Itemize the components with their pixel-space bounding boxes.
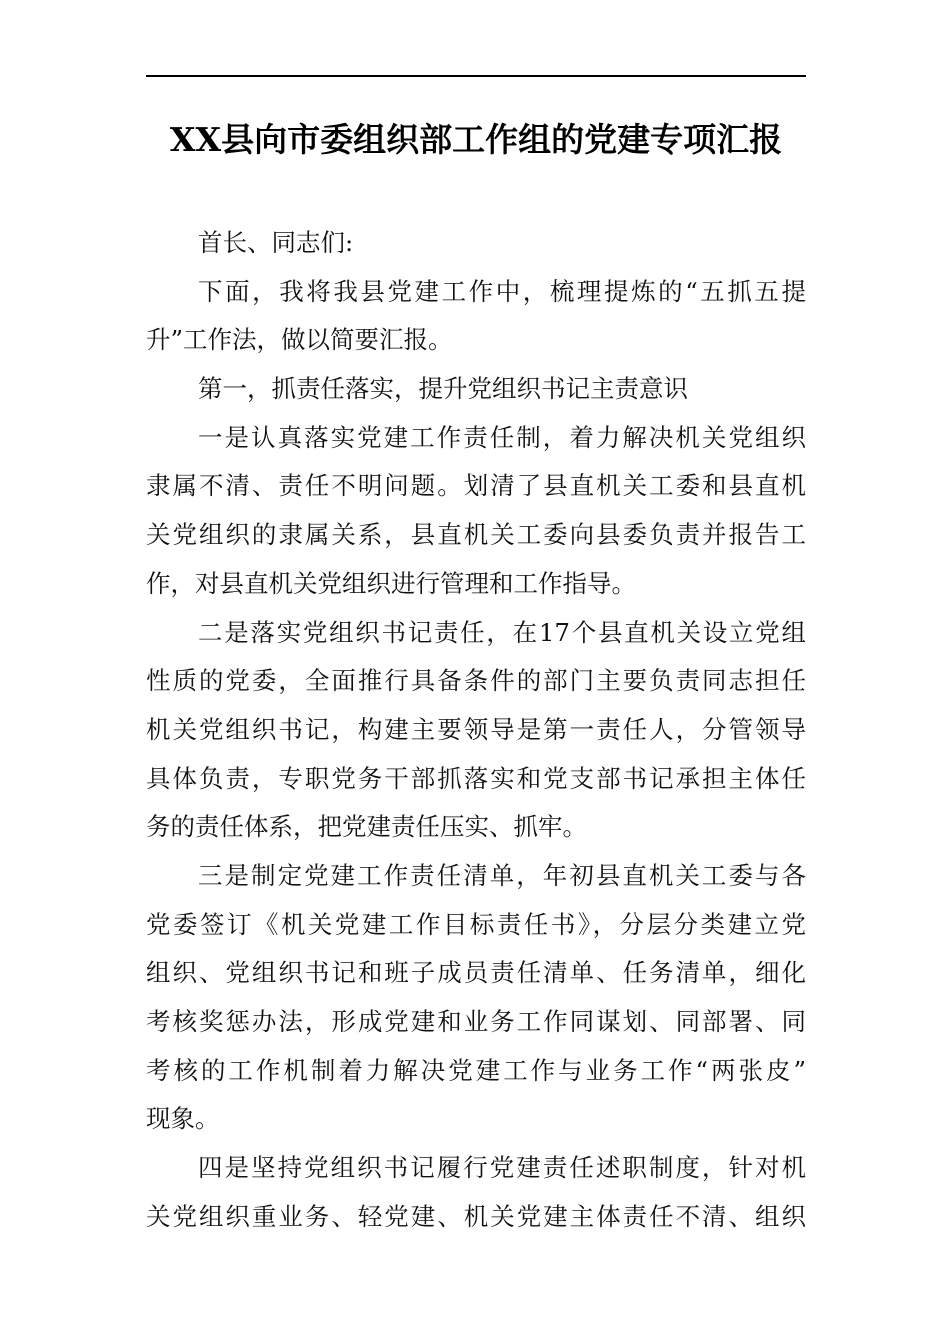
- body-line: 考核的工作机制着力解决党建工作与业务工作“两张皮”: [146, 1055, 806, 1085]
- document-body: [146, 219, 806, 1241]
- body-line: 具体负责，专职党务干部抓落实和党支部书记承担主体任: [146, 763, 806, 793]
- document-title: XX县向市委组织部工作组的党建专项汇报: [169, 120, 783, 159]
- body-line: 二是落实党组织书记责任，在17个县直机关设立党组: [198, 617, 806, 647]
- body-line: 下面，我将我县党建工作中，梳理提炼的“五抓五提: [198, 276, 806, 306]
- body-line: 作，对县直机关党组织进行管理和工作指导。: [146, 568, 636, 598]
- body-line: 务的责任体系，把党建责任压实、抓牢。: [146, 812, 587, 842]
- body-line: 性质的党委，全面推行具备条件的部门主要负责同志担任: [146, 666, 806, 696]
- body-line: 四是坚持党组织书记履行党建责任述职制度，针对机: [198, 1153, 806, 1183]
- body-line: 升”工作法，做以简要汇报。: [146, 325, 453, 355]
- body-line: 机关党组织书记，构建主要领导是第一责任人，分管领导: [146, 714, 806, 744]
- body-line: 组织、党组织书记和班子成员责任清单、任务清单，细化: [146, 958, 806, 988]
- body-line: 现象。: [146, 1104, 220, 1134]
- header-rule: [146, 75, 806, 77]
- body-line: 关党组织的隶属关系，县直机关工委向县委负责并报告工: [146, 520, 806, 550]
- body-line: 隶属不清、责任不明问题。划清了县直机关工委和县直机: [146, 471, 806, 501]
- body-line: 首长、同志们:: [198, 228, 354, 257]
- body-line: 关党组织重业务、轻党建、机关党建主体责任不清、组织: [146, 1201, 806, 1231]
- body-line: 三是制定党建工作责任清单，年初县直机关工委与各: [198, 860, 806, 890]
- body-line: 党委签订《机关党建工作目标责任书》，分层分类建立党: [146, 909, 806, 939]
- body-line: 第一，抓责任落实，提升党组织书记主责意识: [198, 374, 688, 404]
- body-line: 考核奖惩办法，形成党建和业务工作同谋划、同部署、同: [146, 1007, 806, 1036]
- body-line: 一是认真落实党建工作责任制，着力解决机关党组织: [198, 422, 806, 452]
